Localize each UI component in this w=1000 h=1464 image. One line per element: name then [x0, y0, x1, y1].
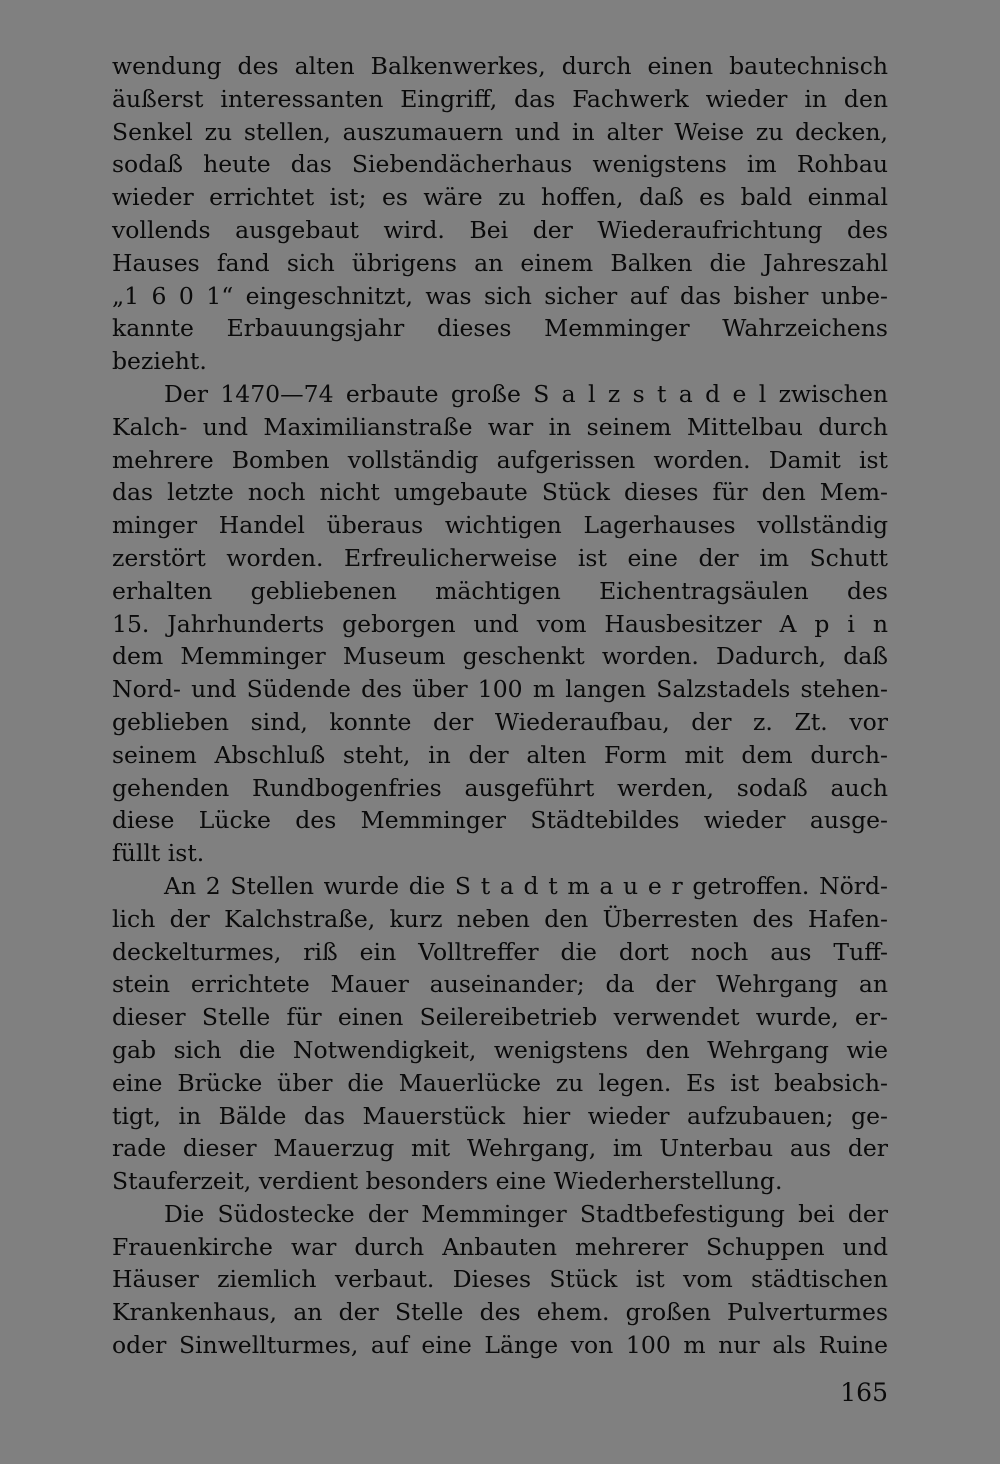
text-line: das letzte noch nicht umgebaute Stück dieses für den Mem-: [112, 478, 888, 507]
text-line: wieder errichtet ist; es wäre zu hoffen, daß es bald einmal: [112, 183, 888, 212]
text-line: stein errichtete Mauer auseinander; da der Wehrgang an: [112, 970, 888, 999]
text-line: vollends ausgebaut wird. Bei der Wiederaufrichtung des: [112, 215, 888, 244]
text-line: lich der Kalchstraße, kurz neben den Überresten des Hafen-: [112, 904, 888, 933]
text-line: wendung des alten Balkenwerkes, durch einen bautechnisch: [112, 52, 888, 80]
text-line: mehrere Bomben vollständig aufgerissen worden. Damit ist: [112, 445, 888, 474]
text-line: erhalten gebliebenen mächtigen Eichentragsäulen des: [112, 576, 888, 605]
text-line: Krankenhaus, an der Stelle des ehem. großen Pulverturmes: [112, 1298, 888, 1327]
text-line: seinem Abschluß steht, in der alten Form mit dem durch-: [112, 740, 888, 769]
text-line: geblieben sind, konnte der Wiederaufbau, der z. Zt. vor: [112, 707, 888, 736]
text-line: diese Lücke des Memminger Städtebildes wieder ausge-: [112, 806, 888, 835]
page-body: [112, 50, 888, 1362]
text-line: rade dieser Mauerzug mit Wehrgang, im Unterbau aus der: [112, 1134, 888, 1163]
text-line: Häuser ziemlich verbaut. Dieses Stück ist vom städtischen: [112, 1265, 888, 1294]
paragraph-3: [112, 870, 888, 1198]
text-line: gehenden Rundbogenfries ausgeführt werden, sodaß auch: [112, 773, 888, 802]
text-line: äußerst interessanten Eingriff, das Fachwerk wieder in den: [112, 84, 888, 113]
paragraph-4: [112, 1198, 888, 1362]
text-line: An 2 Stellen wurde die S t a d t m a u e r getroffen. Nörd-: [164, 871, 888, 900]
text-line: gab sich die Notwendigkeit, wenigstens den Wehrgang wie: [112, 1035, 888, 1064]
text-line: 15. Jahrhunderts geborgen und vom Hausbesitzer A p i n: [112, 609, 888, 638]
text-line: Stauferzeit, verdient besonders eine Wiederherstellung.: [112, 1167, 783, 1196]
text-line: kannte Erbauungsjahr dieses Memminger Wahrzeichens: [112, 314, 888, 343]
text-line: dieser Stelle für einen Seilereibetrieb verwendet wurde, er-: [112, 1003, 888, 1032]
text-line: oder Sinwellturmes, auf eine Länge von 100 m nur als Ruine: [112, 1331, 888, 1360]
paragraph-2: [112, 378, 888, 870]
text-line: sodaß heute das Siebendächerhaus wenigstens im Rohbau: [112, 150, 888, 179]
paragraph-1: [112, 50, 888, 378]
text-line: minger Handel überaus wichtigen Lagerhauses vollständig: [112, 511, 888, 540]
text-line: eine Brücke über die Mauerlücke zu legen. Es ist beabsich-: [112, 1068, 888, 1097]
text-line: Frauenkirche war durch Anbauten mehrerer Schuppen und: [112, 1232, 888, 1261]
text-line: Die Südostecke der Memminger Stadtbefestigung bei der: [164, 1199, 888, 1228]
text-line: deckelturmes, riß ein Volltreffer die dort noch aus Tuff-: [112, 937, 888, 966]
text-line: bezieht.: [112, 347, 207, 376]
text-line: tigt, in Bälde das Mauerstück hier wieder aufzubauen; ge-: [112, 1101, 888, 1130]
text-line: Der 1470—74 erbaute große S a l z s t a d e l zwischen: [164, 379, 888, 408]
text-line: „1 6 0 1“ eingeschnitzt, was sich sicher auf das bisher unbe-: [112, 281, 888, 310]
text-line: Hauses fand sich übrigens an einem Balken die Jahreszahl: [112, 248, 888, 277]
text-line: füllt ist.: [112, 839, 205, 868]
text-line: Nord- und Südende des über 100 m langen Salzstadels stehen-: [112, 675, 888, 704]
text-line: dem Memminger Museum geschenkt worden. Dadurch, daß: [112, 642, 888, 671]
page-number: 165: [840, 1378, 888, 1407]
text-line: Kalch- und Maximilianstraße war in seinem Mittelbau durch: [112, 412, 888, 441]
text-line: zerstört worden. Erfreulicherweise ist eine der im Schutt: [112, 543, 888, 572]
text-line: Senkel zu stellen, auszumauern und in alter Weise zu decken,: [112, 117, 888, 146]
